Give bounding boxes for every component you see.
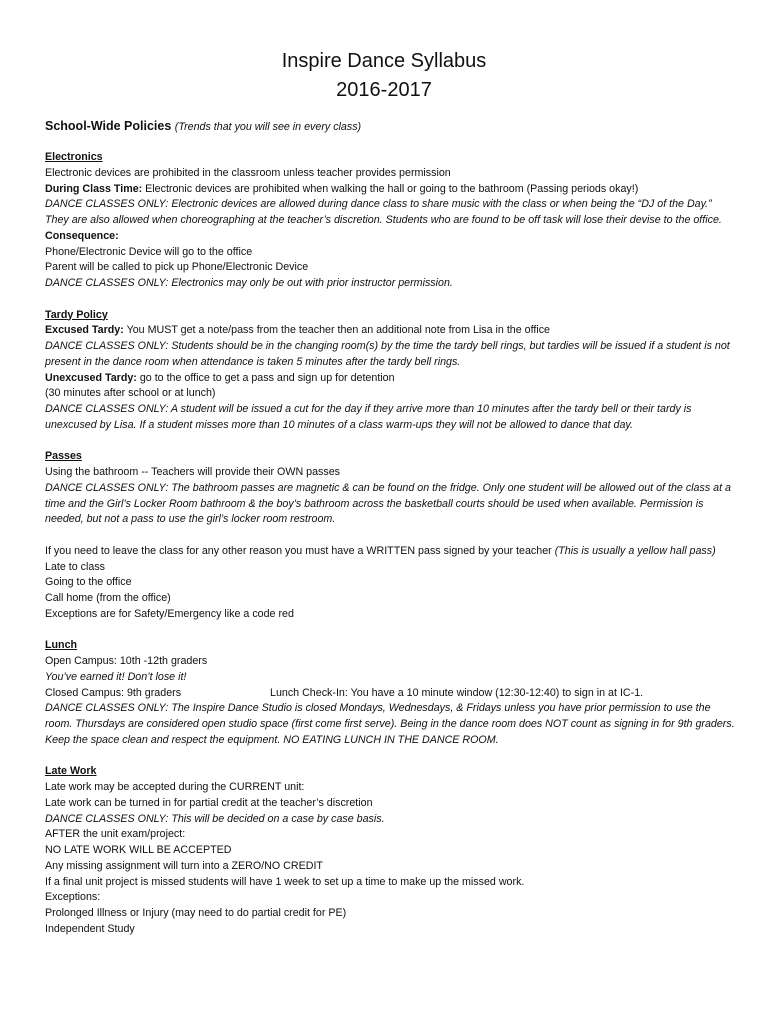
passes-heading: Passes [45,450,82,463]
late-work-heading: Late Work [45,765,97,778]
late-work-item: Late work may be accepted during the CURRENT unit: [45,781,305,793]
late-work-item: NO LATE WORK WILL BE ACCEPTED [45,844,232,856]
excused-tardy-line [45,323,735,339]
passes-dance-note: DANCE CLASSES ONLY: The bathroom passes are magnetic & can be found on the fridge. Only one student will be allowed out of the class at a time and the Girl’s Locker Room bathroom & the boy’s bathroom across the basketball courts should be used when available. Permission is needed, but not a pass to use the girl’s locker room restroom. [45,481,731,526]
pass-reason: Call home (from the office) [45,592,171,604]
school-year: 2016-2017 [336,79,432,101]
late-work-item: Any missing assignment will turn into a ZERO/NO CREDIT [45,859,323,872]
excused-tardy-label: Excused Tardy: [45,324,124,337]
school-wide-note: (Trends that you will see in every class) [174,121,362,133]
bathroom-pass-line: Using the bathroom -- Teachers will provide their OWN passes [45,466,341,478]
detention-time: (30 minutes after school or at lunch) [45,387,216,400]
late-work-exception: Independent Study [45,922,135,935]
late-work-exception: Prolonged Illness or Injury (may need to do partial credit for PE) [45,907,347,919]
tardy-dance-note: DANCE CLASSES ONLY: Students should be in the changing room(s) by the time the tardy bell rings, but tardies will be issued if a student is not present in the dance room when attendance is taken 5 minutes after the tardy bell rings. [45,340,730,368]
written-pass-text: If you need to leave the class for any other reason you must have a WRITTEN pass signed by your teacher [45,544,555,557]
electronics-dance-note-2: DANCE CLASSES ONLY: Electronics may only be out with prior instructor permission. [45,277,453,289]
electronics-dance-note: DANCE CLASSES ONLY: Electronic devices are allowed during dance class to share music with the class or when being the “DJ of the Day.” They are also allowed when choreographing at the teacher’s discretion. Students who are found to be off task will lose their devise to the office. [45,198,722,226]
lunch-dance-note: DANCE CLASSES ONLY: The Inspire Dance Studio is closed Mondays, Wednesdays, & Fridays unless you have prior permission to use the room. Thursdays are considered open studio space (first come first serve). Being in the dance room does NOT count as signing in for 9th graders. Keep the space clean and respect the equipment. NO EATING LUNCH IN THE DANCE ROOM. [45,702,735,746]
unexcused-tardy-text: go to the office to get a pass and sign up for detention [136,371,395,384]
written-pass-line [45,544,735,560]
consequence-label: Consequence: [45,229,119,242]
electronics-line: Electronic devices are prohibited in the classroom unless teacher provides permission [45,166,451,179]
excused-tardy-text: You MUST get a note/pass from the teacher then an additional note from Lisa in the office [123,324,550,337]
unexcused-tardy-line [45,371,735,387]
unexcused-tardy-label: Unexcused Tardy: [45,371,137,384]
closed-campus-line [45,686,735,702]
during-class-label: During Class Time: [45,182,143,195]
closed-campus: Closed Campus: 9th graders [45,686,182,699]
open-campus: Open Campus: 10th -12th graders [45,655,208,667]
school-wide-title: School-Wide Policies [45,119,172,133]
late-work-dance-note: DANCE CLASSES ONLY: This will be decided on a case by case basis. [45,812,385,825]
syllabus-body [45,118,735,938]
during-class-line [45,182,735,198]
syllabus-title: Inspire Dance Syllabus [281,50,487,72]
lunch-heading: Lunch [45,639,78,652]
lunch-checkin: Lunch Check-In: You have a 10 minute window (12:30-12:40) to sign in at IC-1. [270,686,644,699]
pass-exceptions: Exceptions are for Safety/Emergency like a code red [45,607,294,620]
pass-reason: Late to class [45,560,106,573]
late-work-item: AFTER the unit exam/project: [45,828,186,841]
late-work-exceptions-label: Exceptions: [45,891,101,904]
consequence-item: Parent will be called to pick up Phone/Electronic Device [45,261,309,274]
tardy-heading: Tardy Policy [45,308,108,321]
consequence-item: Phone/Electronic Device will go to the office [45,245,253,258]
written-pass-note: (This is usually a yellow hall pass) [554,544,716,557]
pass-reason: Going to the office [45,576,132,589]
late-work-item: If a final unit project is missed students will have 1 week to set up a time to make up the missed work. [45,875,525,888]
open-campus-note: You’ve earned it! Don’t lose it! [45,670,187,683]
during-class-text: Electronic devices are prohibited when walking the hall or going to the bathroom (Passing periods okay!) [142,182,639,195]
electronics-heading: Electronics [45,151,103,163]
late-work-item: Late work can be turned in for partial credit at the teacher’s discretion [45,796,373,809]
school-wide-heading [45,118,735,136]
tardy-dance-note-2: DANCE CLASSES ONLY: A student will be issued a cut for the day if they arrive more than 10 minutes after the tardy bell or their tardy is unexcused by Lisa. If a student misses more than 10 minutes of a class warm-ups they will not be allowed to dance that day. [45,403,692,431]
